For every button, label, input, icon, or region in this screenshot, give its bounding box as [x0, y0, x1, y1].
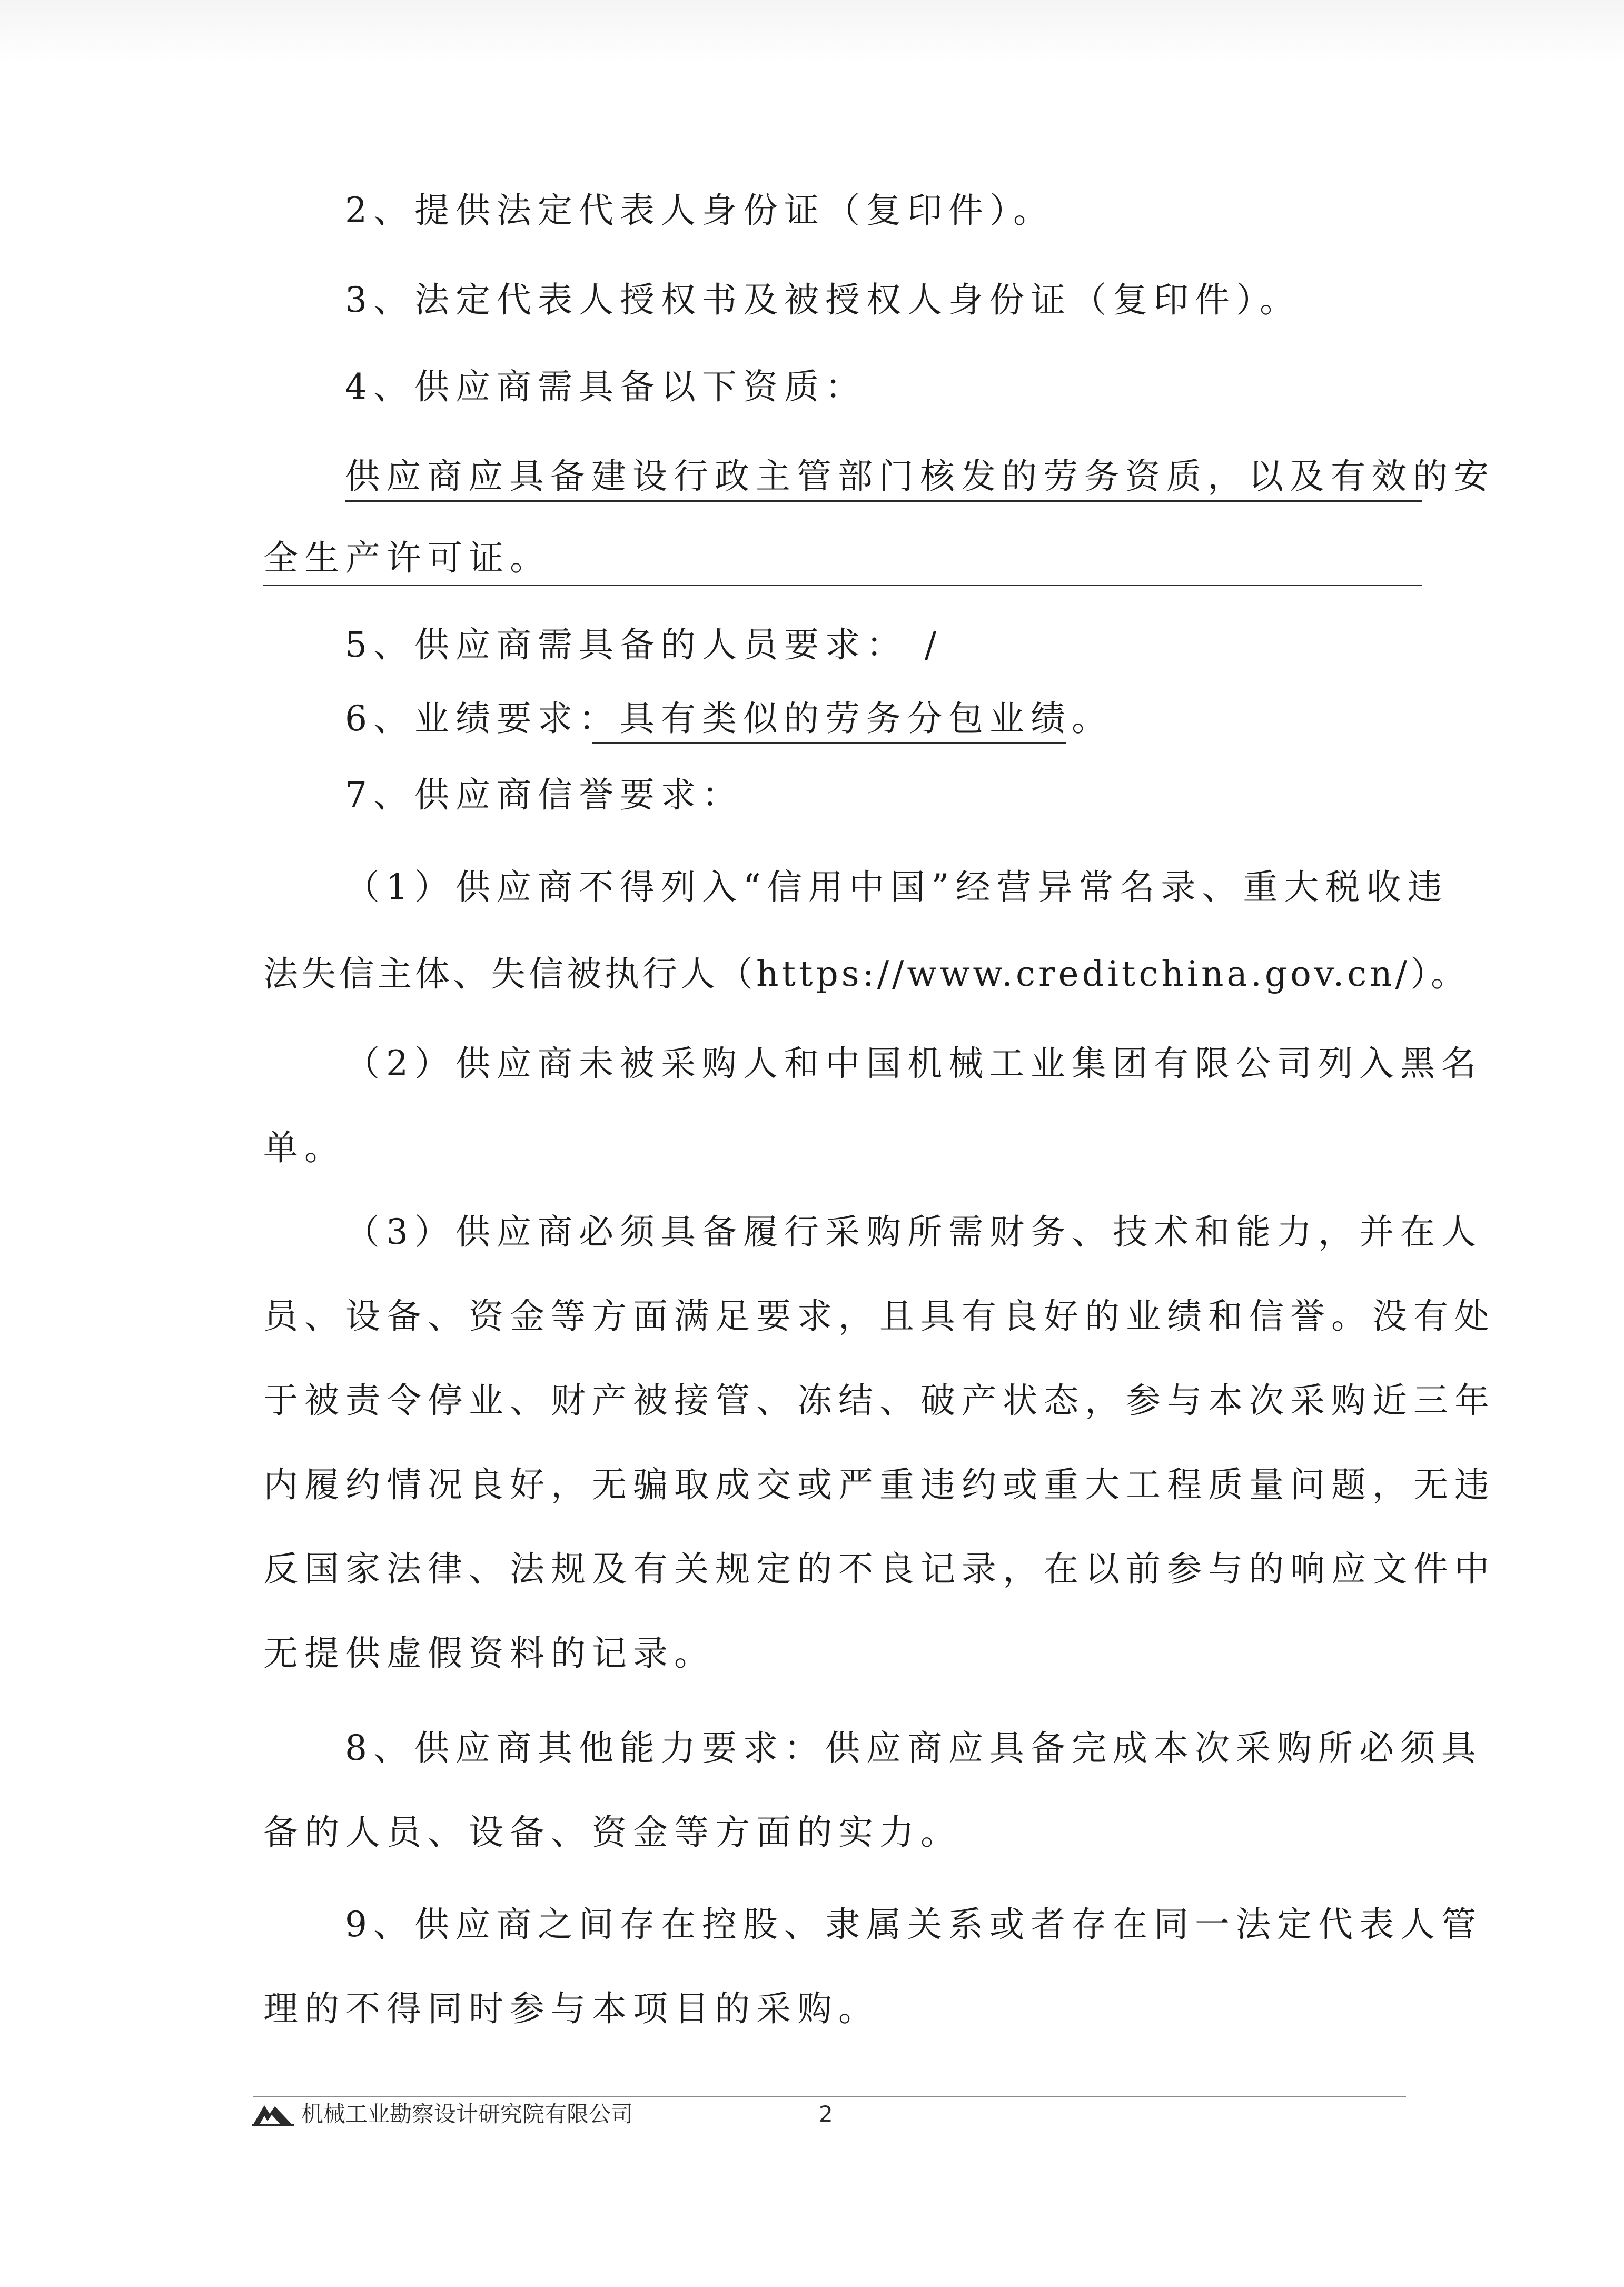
underline [592, 742, 1066, 744]
item-6-performance [345, 695, 1113, 742]
item-7-3-line6: 无提供虚假资料的记录。 [263, 1633, 715, 1674]
item-4-detail-line1: 供应商应具备建设行政主管部门核发的劳务资质，以及有效的安 [345, 456, 1495, 497]
page-number: 2 [819, 2101, 833, 2127]
item-7-3-line3: 于被责令停业、财产被接管、冻结、破产状态，参与本次采购近三年 [263, 1380, 1496, 1421]
item-6-value: 具有类似的劳务分包业绩。 [620, 698, 1113, 739]
item-8-line1: 8、供应商其他能力要求：供应商应具备完成本次采购所必须具 [345, 1728, 1482, 1768]
underline [263, 585, 1422, 586]
footer-company-name: 机械工业勘察设计研究院有限公司 [301, 2101, 633, 2127]
item-7-3-line1: （3）供应商必须具备履行采购所需财务、技术和能力，并在人 [345, 1212, 1482, 1252]
item-7-3-line4: 内履约情况良好，无骗取成交或严重违约或重大工程质量问题，无违 [263, 1464, 1496, 1505]
item-4-qualification: 4、供应商需具备以下资质： [345, 367, 866, 407]
company-mountain-logo-icon [252, 2101, 294, 2127]
item-9-line2: 理的不得同时参与本项目的采购。 [263, 1988, 879, 2029]
item-9-line1: 9、供应商之间存在控股、隶属关系或者存在同一法定代表人管 [345, 1904, 1482, 1945]
item-2-id-card: 2、提供法定代表人身份证（复印件）。 [345, 190, 1054, 231]
footer-divider [253, 2096, 1406, 2097]
item-7-2-line2: 单。 [263, 1127, 345, 1168]
item-7-1-line1: （1）供应商不得列入“信用中国”经营异常名录、重大税收违 [345, 867, 1449, 907]
item-8-line2: 备的人员、设备、资金等方面的实力。 [263, 1812, 962, 1853]
item-7-credit: 7、供应商信誉要求： [345, 775, 743, 815]
item-7-3-line5: 反国家法律、法规及有关规定的不良记录，在以前参与的响应文件中 [263, 1549, 1496, 1589]
underline [345, 500, 1422, 502]
item-3-authorization: 3、法定代表人授权书及被授权人身份证（复印件）。 [345, 280, 1301, 320]
item-4-detail-line2: 全生产许可证。 [263, 538, 551, 578]
item-7-3-line2: 员、设备、资金等方面满足要求，且具有良好的业绩和信誉。没有处 [263, 1296, 1496, 1336]
item-6-label: 6、业绩要求： [345, 698, 620, 739]
item-7-1-line2: 法失信主体、失信被执行人（https://www.creditchina.gov.cn/）。 [263, 954, 1469, 994]
item-7-2-line1: （2）供应商未被采购人和中国机械工业集团有限公司列入黑名 [345, 1043, 1482, 1084]
item-5-personnel: 5、供应商需具备的人员要求： / [345, 625, 943, 665]
